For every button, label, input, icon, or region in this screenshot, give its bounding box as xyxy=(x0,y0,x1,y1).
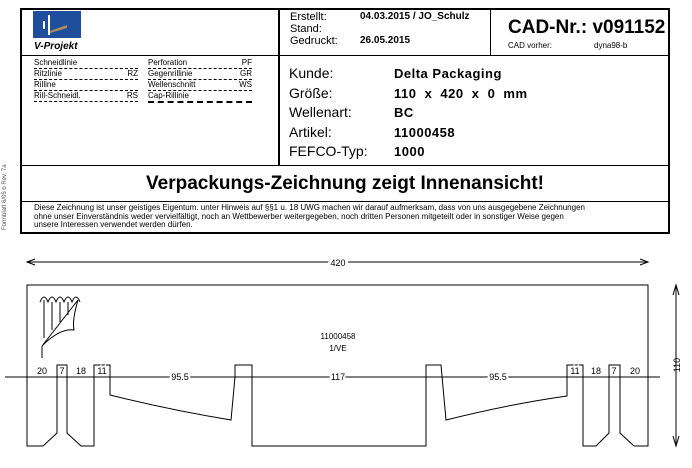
cad-previous-label: CAD vorher: xyxy=(508,41,553,50)
disclaimer: Diese Zeichnung ist unser geistiges Eigentum. unter Hinweis auf §§1 u. 18 UWG machen wir darauf aufmerksam, dass von uns ausgegebene Zeichnungen ohne unser Einverständnis weder vervielfältigt, noch an Wettbewerber weitergegeben, noch dritten Personen mitgeteilt oder in sonstiger Weise gegen unsere Interessen verwendet werden dürfen. xyxy=(34,203,585,229)
height-label: 110 xyxy=(672,357,682,373)
info-labels: Kunde: Größe: Wellenart: Artikel: FEFCO-Typ: xyxy=(289,65,368,159)
legend-item: Wellenschnitt WS xyxy=(148,80,252,89)
article-label: 11000458 xyxy=(320,332,356,341)
dim-label: 7 xyxy=(59,366,65,376)
dim-label: 20 xyxy=(629,366,641,376)
dim-label: 7 xyxy=(611,366,617,376)
meta-labels: Erstellt: Stand: Gedruckt: xyxy=(290,11,338,47)
dim-label: 11 xyxy=(97,366,107,376)
carton-outline xyxy=(27,285,648,446)
legend-item: Perforation PF xyxy=(148,58,252,67)
page-title: Verpackungs-Zeichnung zeigt Innenansicht! xyxy=(146,173,544,194)
legend-item: Rilline xyxy=(34,80,138,91)
dim-label: 20 xyxy=(36,366,48,376)
width-label: 420 xyxy=(330,258,346,268)
legend-item: Gegenrillinie GR xyxy=(148,69,252,78)
info-values: Delta Packaging 110 x 420 x 0 mm BC 11000458 1000 xyxy=(394,66,528,159)
ve-label: 1/VE xyxy=(329,344,347,353)
legend-item: Ritzlinie RZ xyxy=(34,69,138,78)
legend-item: Rill-Schneidl. RS xyxy=(34,91,138,100)
legend-item: Cap-Rillinie xyxy=(148,91,252,103)
flute-direction-icon xyxy=(40,297,80,358)
logo-text: V-Projekt xyxy=(34,41,78,52)
dim-label: 95.5 xyxy=(489,372,507,382)
legend-item: Schneidlinie xyxy=(34,58,138,69)
cad-previous: dyna98-b xyxy=(594,41,628,50)
meta-values: 04.03.2015 / JO_Schulz 26.05.2015 xyxy=(360,11,470,46)
dim-label: 11 xyxy=(570,366,580,376)
dim-label: 95.5 xyxy=(171,372,189,382)
dim-label: 117 xyxy=(330,372,346,382)
dim-label: 18 xyxy=(590,366,602,376)
side-note: Formblatt 6/05 b Rev. 7a xyxy=(2,164,8,230)
dim-label: 18 xyxy=(75,366,87,376)
cad-number: CAD-Nr.: v091152 xyxy=(508,17,666,38)
